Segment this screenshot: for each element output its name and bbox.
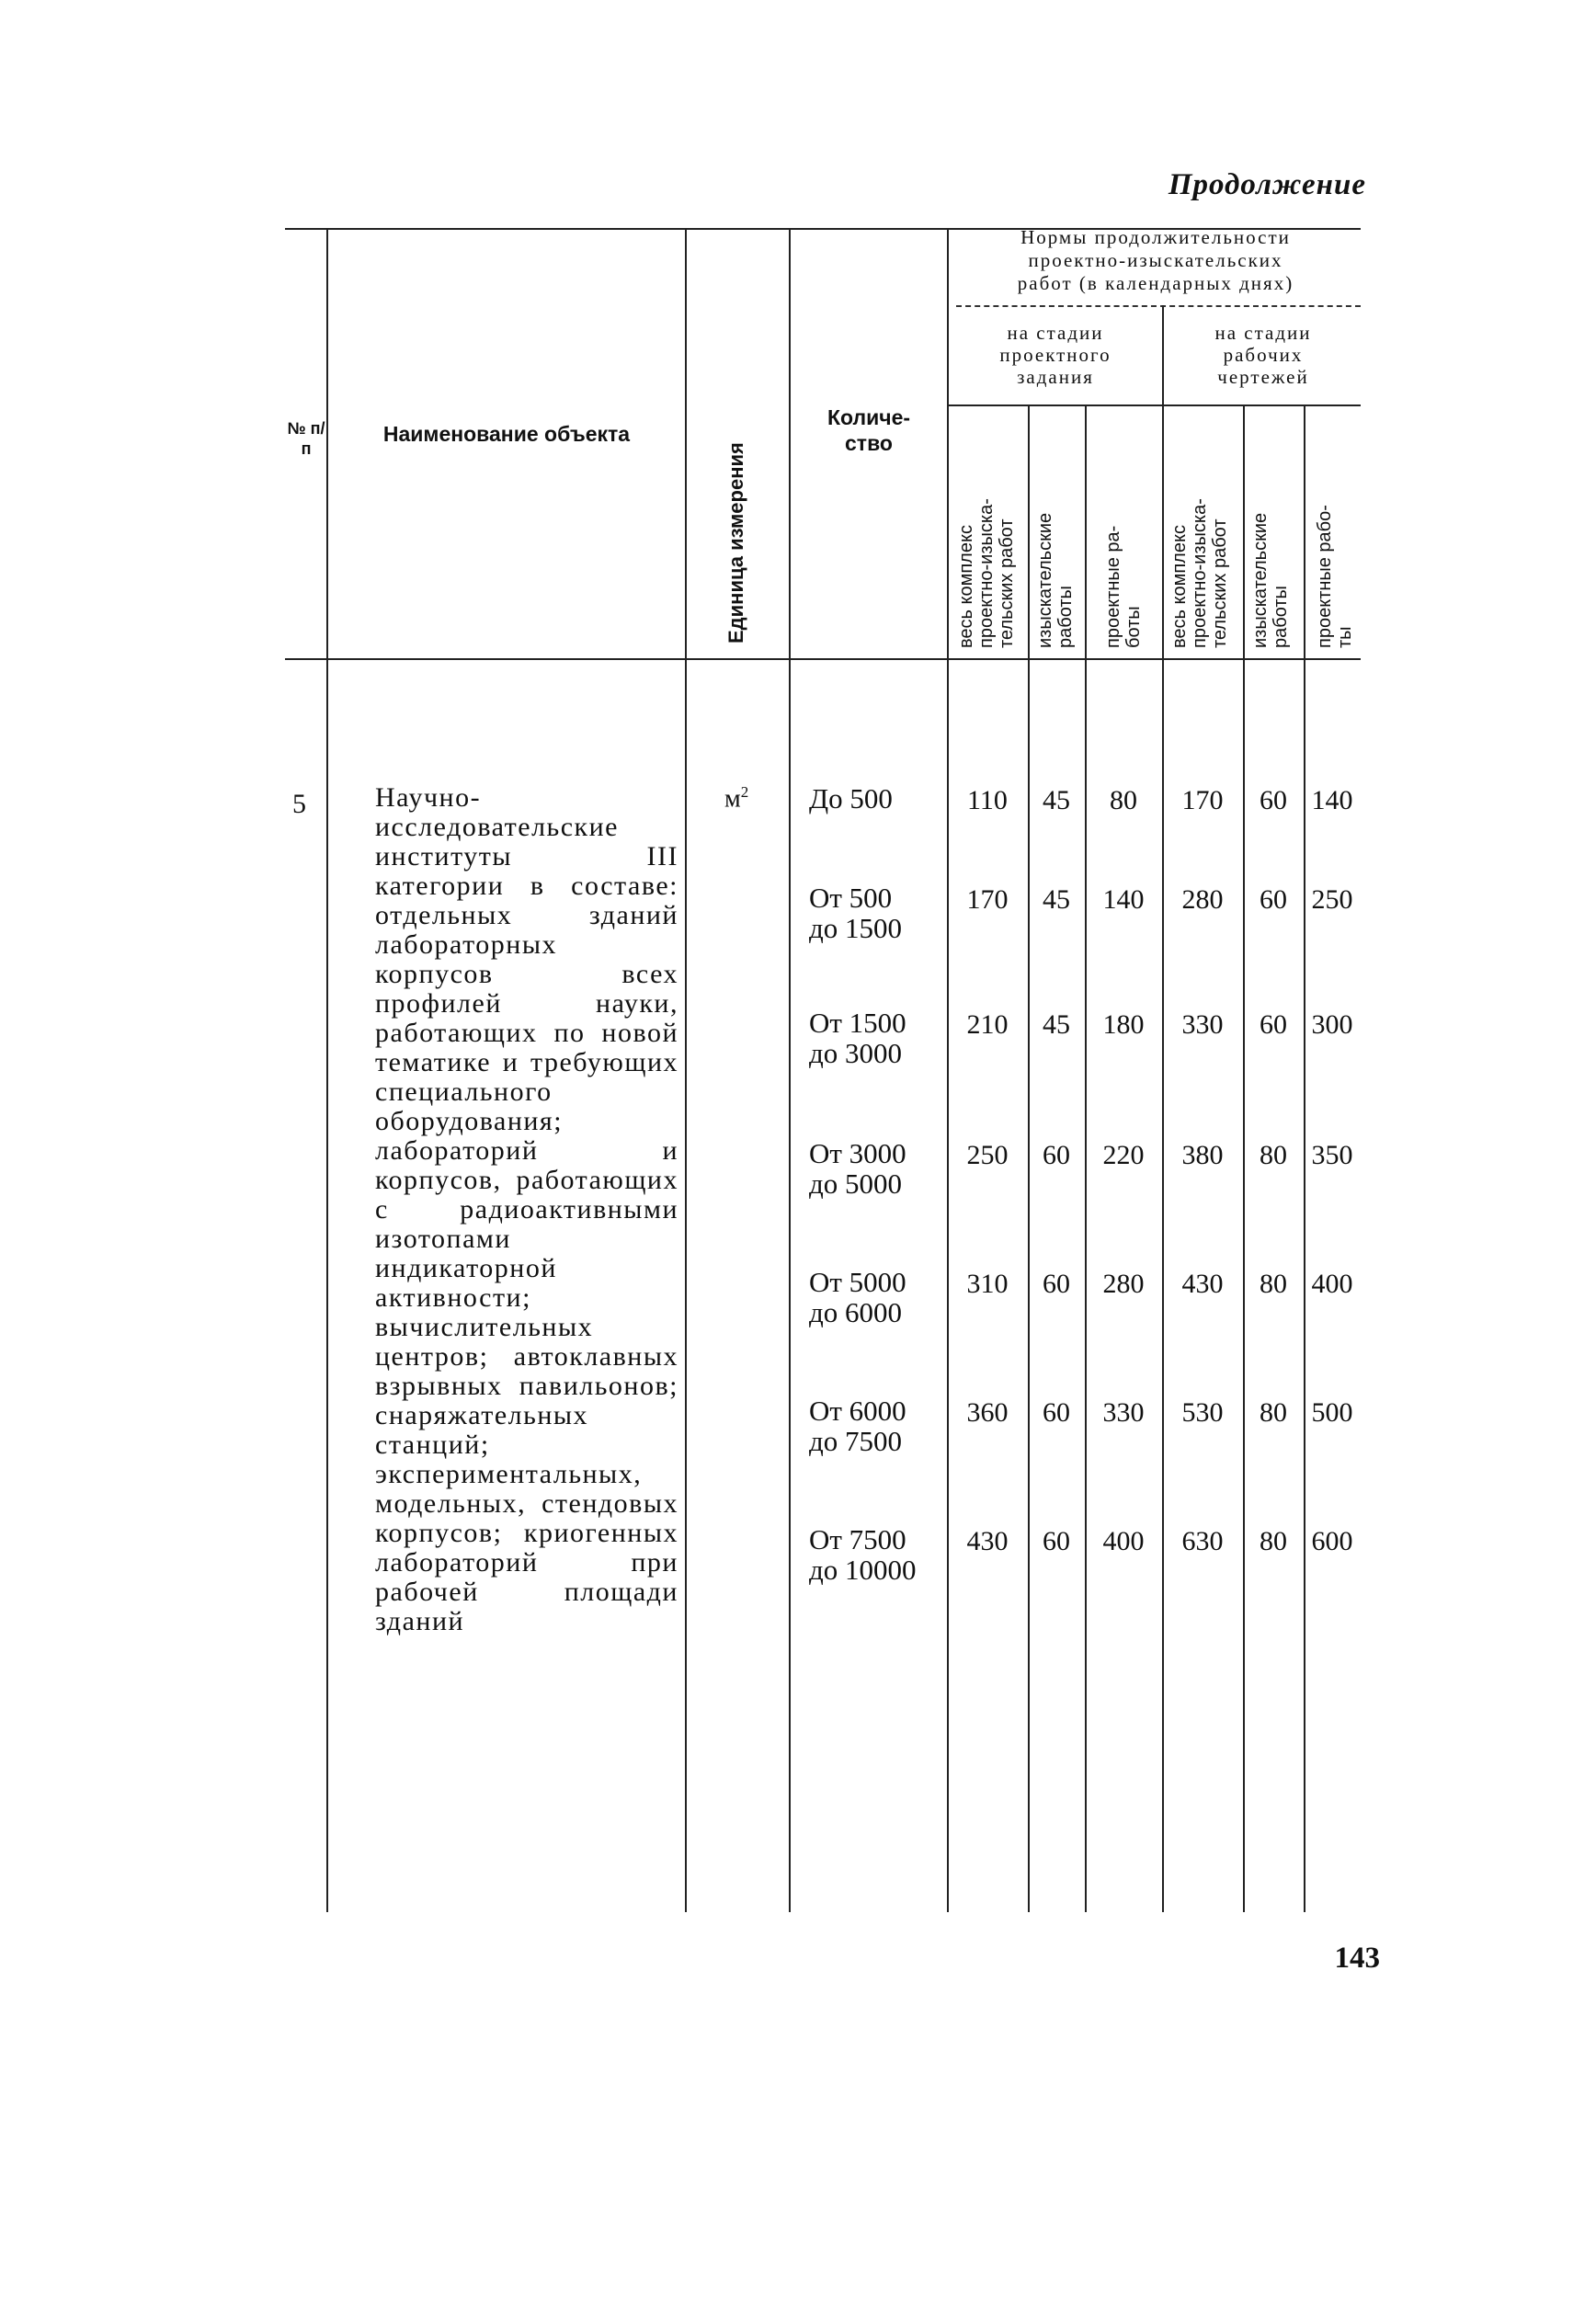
header-quantity: Количе- ство [826, 405, 911, 455]
norm-value: 80 [1260, 1269, 1287, 1299]
norm-value: 60 [1043, 1140, 1070, 1170]
col-rule-1 [326, 230, 328, 1912]
norm-value: 80 [1260, 1526, 1287, 1556]
norm-value: 60 [1260, 785, 1287, 815]
header-full-complex-project: весь комплекс проектно-изыска- тельских работ [956, 498, 1017, 648]
page-number: 143 [1334, 1942, 1380, 1975]
col-rule-4 [947, 230, 949, 1912]
norm-value: 300 [1311, 1009, 1353, 1040]
norm-value: 60 [1043, 1397, 1070, 1428]
norm-value: 80 [1260, 1397, 1287, 1428]
norm-value: 60 [1043, 1269, 1070, 1299]
norm-value: 280 [1181, 884, 1224, 915]
quantity-range: От 6000 до 7500 [809, 1395, 906, 1457]
quantity-range: От 5000 до 6000 [809, 1266, 906, 1328]
norm-value: 220 [1102, 1140, 1145, 1170]
norm-value: 80 [1260, 1140, 1287, 1170]
norm-value: 330 [1181, 1009, 1224, 1040]
norm-value: 400 [1311, 1269, 1353, 1299]
norm-value: 170 [966, 884, 1009, 915]
norm-value: 600 [1311, 1526, 1353, 1556]
norm-value: 110 [967, 785, 1008, 815]
col-rule-2 [685, 230, 687, 1912]
norm-value: 60 [1260, 884, 1287, 915]
norm-value: 400 [1102, 1526, 1145, 1556]
header-design-drawings: проектные рабо- ты [1315, 505, 1355, 648]
norm-value: 530 [1181, 1397, 1224, 1428]
header-survey-drawings: изыскательские работы [1250, 512, 1291, 648]
row-number: 5 [292, 789, 306, 819]
quantity-range: От 500 до 1500 [809, 882, 903, 944]
header-stage-drawings: на стадии рабочих чертежей [1214, 322, 1312, 388]
quantity-range: От 7500 до 10000 [809, 1523, 917, 1586]
header-full-complex-drawings: весь комплекс проектно-изыска- тельских работ [1169, 498, 1230, 648]
norms-divider [956, 305, 1361, 307]
header-bottom-rule [285, 658, 1361, 660]
norm-value: 360 [966, 1397, 1009, 1428]
norm-value: 430 [1181, 1269, 1224, 1299]
header-norms: Нормы продолжительности проектно-изыскательских работ (в календарных днях) [1017, 226, 1294, 294]
continuation-note: Продолжение [1168, 168, 1366, 201]
col-rule-3 [789, 230, 791, 1912]
norm-value: 180 [1102, 1009, 1145, 1040]
norm-value: 45 [1043, 1009, 1070, 1040]
header-design-project: проектные ра- боты [1103, 525, 1144, 648]
header-survey-project: изыскательские работы [1035, 512, 1076, 648]
quantity-range: До 500 [809, 782, 893, 814]
norm-value: 45 [1043, 884, 1070, 915]
norm-value: 380 [1181, 1140, 1224, 1170]
unit-of-measure: $м^2$ [724, 783, 749, 814]
header-unit: Единица измерения [724, 442, 747, 644]
norm-value: 500 [1311, 1397, 1353, 1428]
col-rule-7 [1162, 305, 1164, 1912]
header-number: № п/п [287, 419, 325, 458]
norm-value: 60 [1260, 1009, 1287, 1040]
norm-value: 45 [1043, 785, 1070, 815]
norm-value: 250 [1311, 884, 1353, 915]
norm-value: 310 [966, 1269, 1009, 1299]
norm-value: 330 [1102, 1397, 1145, 1428]
norm-value: 630 [1181, 1526, 1224, 1556]
header-object-name: Наименование объекта [382, 422, 631, 446]
header-stage-project: на стадии проектного задания [999, 322, 1112, 388]
norm-value: 140 [1102, 884, 1145, 915]
norm-value: 80 [1110, 785, 1137, 815]
norm-value: 250 [966, 1140, 1009, 1170]
norm-value: 170 [1181, 785, 1224, 815]
quantity-range: От 1500 до 3000 [809, 1007, 906, 1069]
object-name: Научно-исследовательские институты III категории в составе: отдельных зданий лабораторных корпусов всех профилей науки, работающих по новой тематике и требующих специального оборудования; лабораторий и корпусов, работающих с радиоактивными изотопами индикаторной активности; вычислительных центров; автоклавных взрывных павильонов; снаряжательных станций; экспериментальных, модельных, стендовых корпусов; криогенных лабораторий при рабочей площади зданий [375, 782, 678, 1636]
norm-value: 350 [1311, 1140, 1353, 1170]
stage-divider [947, 404, 1361, 406]
norm-value: 280 [1102, 1269, 1145, 1299]
quantity-range: От 3000 до 5000 [809, 1137, 906, 1200]
norm-value: 210 [966, 1009, 1009, 1040]
norm-value: 140 [1311, 785, 1353, 815]
norm-value: 430 [966, 1526, 1009, 1556]
norm-value: 60 [1043, 1526, 1070, 1556]
